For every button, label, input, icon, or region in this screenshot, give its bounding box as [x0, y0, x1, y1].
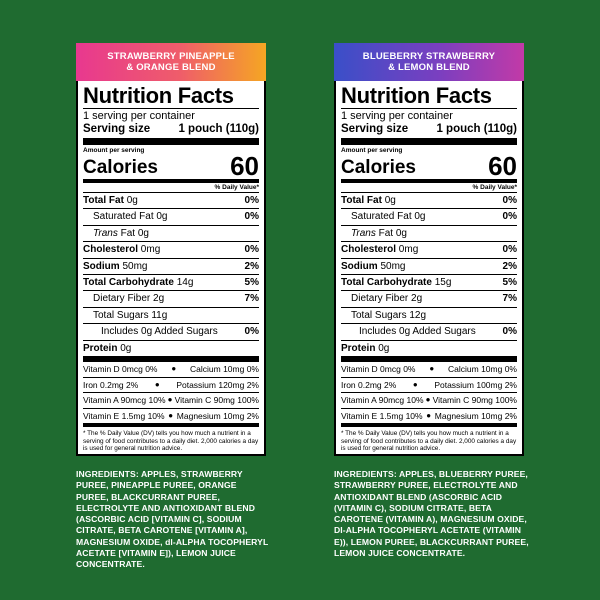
daily-value-footnote: * The % Daily Value (DV) tells you how much a nutrient in a serving of food contributes to a daily diet. 2,000 calories a day is used for general nutrition advice. — [341, 430, 517, 453]
sodium-row: Sodium 50mg 2% — [83, 259, 259, 275]
bullet-icon: ● — [154, 379, 160, 389]
total-fat-row: Total Fat 0g 0% — [83, 193, 259, 209]
total-sugars-row: Total Sugars 12g — [341, 308, 517, 324]
bullet-icon: ● — [171, 364, 177, 374]
protein-row: Protein 0g — [341, 341, 517, 362]
ingredients-text-left: INGREDIENTS: APPLES, STRAWBERRY PUREE, PINEAPPLE PUREE, ORANGE PUREE, BLACKCURRANT PUREE, ELECTROLYTE AND ANTIOXIDANT BLEND (ASCORBIC ACID [VITAMIN C], SODIUM CITRATE, BETA CAROTENE [VITAMIN A], MAGNESIUM OXIDE, dl-ALPHA TOCOPHERYL ACETATE [VITAMIN E]), LEMON JUICE CONCENTRATE. — [76, 469, 269, 570]
serving-size-value: 1 pouch (110g) — [436, 123, 517, 135]
bullet-icon: ● — [168, 410, 174, 420]
calories-value: 60 — [230, 151, 259, 181]
daily-value-header: % Daily Value* — [83, 183, 259, 193]
protein-row: Protein 0g — [83, 341, 259, 362]
bullet-icon: ● — [429, 364, 435, 374]
calories-label: Calories — [341, 157, 416, 178]
serving-size-label: Serving size — [83, 123, 151, 135]
flavor-banner — [76, 43, 266, 81]
added-sugars-row: Includes 0g Added Sugars 0% — [83, 324, 259, 340]
total-carbohydrate-row: Total Carbohydrate 14g 5% — [83, 275, 259, 291]
trans-fat-row: Trans Fat 0g — [83, 226, 259, 242]
bullet-icon: ● — [426, 410, 432, 420]
saturated-fat-row: Saturated Fat 0g 0% — [341, 209, 517, 225]
calories-row — [83, 151, 259, 183]
nutrition-panel-right — [334, 43, 524, 456]
serving-size-row — [341, 122, 517, 145]
flavor-banner — [334, 43, 524, 81]
banner-line-2: & ORANGE BLEND — [126, 62, 216, 73]
nutrition-facts-title: Nutrition Facts — [341, 84, 517, 109]
vitamin-row: Vitamin E 1.5mg 10% ● Magnesium 10mg 2% — [83, 409, 259, 428]
bullet-icon: ● — [167, 395, 173, 405]
sodium-row: Sodium 50mg 2% — [341, 259, 517, 275]
banner-line-1: STRAWBERRY PINEAPPLE — [107, 51, 235, 62]
banner-line-1: BLUEBERRY STRAWBERRY — [362, 51, 496, 62]
servings-per-container: 1 serving per container — [341, 110, 453, 122]
vitamin-row: Iron 0.2mg 2% ● Potassium 100mg 2% — [341, 378, 517, 394]
total-sugars-row: Total Sugars 11g — [83, 308, 259, 324]
bullet-icon: ● — [425, 395, 431, 405]
vitamin-row: Vitamin E 1.5mg 10% ● Magnesium 10mg 2% — [341, 409, 517, 428]
banner-line-2: & LEMON BLEND — [388, 62, 470, 73]
vitamin-row: Vitamin A 90mcg 10% ● Vitamin C 90mg 100% — [83, 393, 259, 409]
daily-value-footnote: * The % Daily Value (DV) tells you how much a nutrient in a serving of food contributes to a daily diet. 2,000 calories a day is used for general nutrition advice. — [83, 430, 259, 453]
nutrition-panel-left — [76, 43, 266, 456]
calories-row — [341, 151, 517, 183]
cholesterol-row: Cholesterol 0mg 0% — [341, 242, 517, 258]
dietary-fiber-row: Dietary Fiber 2g 7% — [83, 291, 259, 307]
vitamin-row: Vitamin D 0mcg 0% ● Calcium 10mg 0% — [83, 362, 259, 378]
amount-per-serving: Amount per serving — [341, 147, 403, 154]
total-carbohydrate-row: Total Carbohydrate 15g 5% — [341, 275, 517, 291]
cholesterol-row: Cholesterol 0mg 0% — [83, 242, 259, 258]
servings-per-container: 1 serving per container — [83, 110, 195, 122]
daily-value-header: % Daily Value* — [341, 183, 517, 193]
saturated-fat-row: Saturated Fat 0g 0% — [83, 209, 259, 225]
amount-per-serving: Amount per serving — [83, 147, 145, 154]
nutrition-facts-label — [76, 81, 266, 456]
calories-value: 60 — [488, 151, 517, 181]
added-sugars-row: Includes 0g Added Sugars 0% — [341, 324, 517, 340]
dietary-fiber-row: Dietary Fiber 2g 7% — [341, 291, 517, 307]
total-fat-row: Total Fat 0g 0% — [341, 193, 517, 209]
vitamin-row: Vitamin D 0mcg 0% ● Calcium 10mg 0% — [341, 362, 517, 378]
ingredients-text-right: INGREDIENTS: APPLES, BLUEBERRY PUREE, STRAWBERRY PUREE, ELECTROLYTE AND ANTIOXIDANT BLEND (ASCORBIC ACID (VITAMIN C), SODIUM CITRATE, BETA CAROTENE (VITAMIN A), MAGNESIUM OXIDE, DI-ALPHA TOCOPHERYL ACETATE (VITAMIN E)), LEMON PUREE, BLACKCURRANT PUREE, LEMON JUICE CONCENTRATE. — [334, 469, 529, 559]
nutrition-facts-label — [334, 81, 524, 456]
vitamin-row: Iron 0.2mg 2% ● Potassium 120mg 2% — [83, 378, 259, 394]
serving-size-value: 1 pouch (110g) — [178, 123, 259, 135]
vitamin-row: Vitamin A 90mcg 10% ● Vitamin C 90mg 100% — [341, 393, 517, 409]
nutrition-facts-title: Nutrition Facts — [83, 84, 259, 109]
bullet-icon: ● — [412, 379, 418, 389]
serving-size-label: Serving size — [341, 123, 409, 135]
calories-label: Calories — [83, 157, 158, 178]
serving-size-row — [83, 122, 259, 145]
trans-fat-row: Trans Fat 0g — [341, 226, 517, 242]
